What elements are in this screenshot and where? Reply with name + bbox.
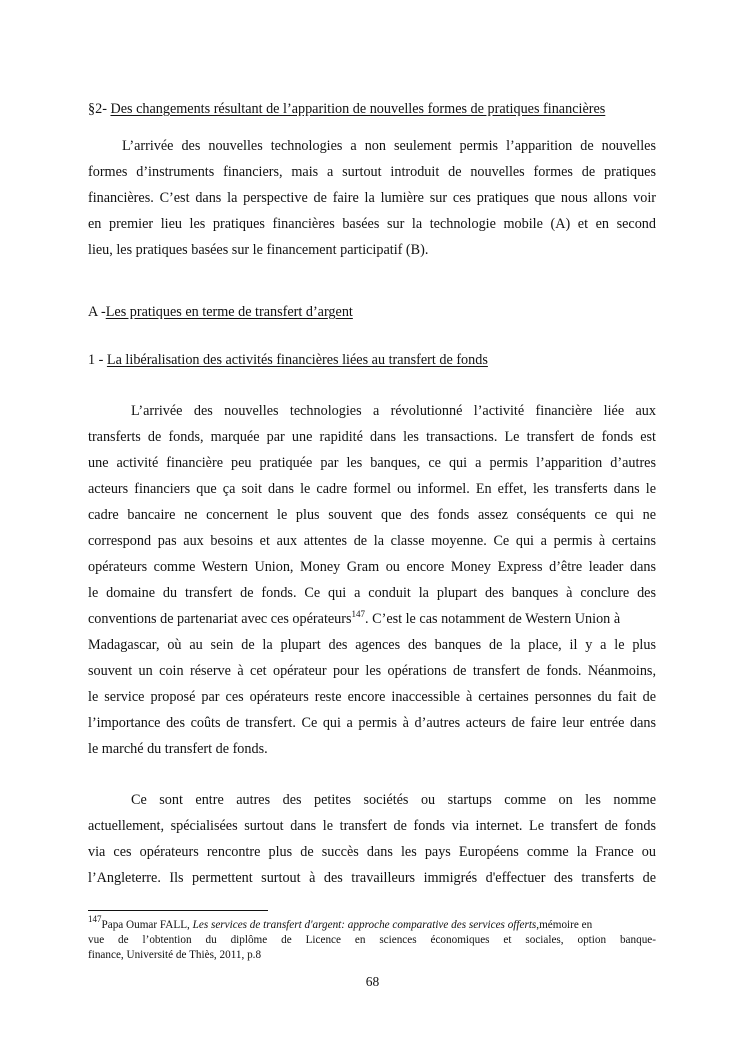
subsection-1-heading: 1 - La libéralisation des activités financières liées au transfert de fonds: [88, 352, 488, 368]
paragraph-line: via ces opérateurs rencontre plus de succès dans les pays Européens comme la France ou: [88, 844, 656, 860]
footnote-line: $^{147}$Papa Oumar FALL, Les services de transfert d'argent: approche comparative des services offerts,mémoire en: [88, 914, 593, 931]
footnote-line: vue de l’obtention du diplôme de Licence en sciences économiques et sociales, option banque-: [88, 934, 656, 946]
footnote-reference: 147: [351, 609, 366, 619]
paragraph-line: opérateurs comme Western Union, Money Gram ou encore Money Express d’être leader dans: [88, 559, 656, 575]
footnote-number: 147: [88, 914, 102, 924]
paragraph-line: L’arrivée des nouvelles technologies a révolutionné l’activité financière liée aux: [131, 403, 656, 419]
section-heading-title: Des changements résultant de l’apparition de nouvelles formes de pratiques financières: [110, 101, 606, 117]
paragraph-line: une activité financière peu pratiquée par les banques, ce qui a permis l’apparition d’autres: [88, 455, 656, 471]
subsection-a-heading: A -Les pratiques en terme de transfert d’argent: [88, 304, 353, 320]
paragraph-line: Madagascar, où au sein de la plupart des agences des banques de la place, il y a le plus: [88, 637, 656, 653]
paragraph-line: formes d’instruments financiers, mais a surtout introduit de nouvelles formes de pratiques: [88, 164, 656, 180]
paragraph-line: le domaine du transfert de fonds. Ce qui a conduit la plupart des banques à conclure des: [88, 585, 656, 601]
paragraph-line: correspond pas aux besoins et aux attentes de la classe moyenne. Ce qui a permis à certains: [88, 533, 656, 549]
paragraph-line: acteurs financiers que ça soit dans le cadre formel ou informel. En effet, les transferts dans le: [88, 481, 656, 497]
subsection-1-title: La libéralisation des activités financières liées au transfert de fonds: [106, 352, 488, 368]
paragraph-line: Ce sont entre autres des petites sociétés ou startups comme on les nomme: [131, 792, 656, 808]
section-heading: §2- Des changements résultant de l’apparition de nouvelles formes de pratiques financières: [88, 101, 606, 117]
footnote-line: finance, Université de Thiès, 2011, p.8: [88, 949, 262, 961]
paragraph-line: l’importance des coûts de transfert. Ce qui a permis à d’autres acteurs de faire leur entrée dans: [88, 715, 656, 731]
paragraph-line: actuellement, spécialisées surtout dans le transfert de fonds via internet. Le transfert de fonds: [88, 818, 656, 834]
page-number: 68: [365, 974, 380, 989]
paragraph-line: le marché du transfert de fonds.: [88, 741, 268, 757]
paragraph-line-with-note: conventions de partenariat avec ces opérateurs$^{147}$. C’est le cas notamment de Western Union à: [88, 609, 621, 627]
paragraph-line: en premier lieu les pratiques financières basées sur la technologie mobile (A) et en second: [88, 216, 656, 232]
paragraph-line: cadre bancaire ne concernent le plus souvent que des fonds assez conséquents ce qui ne: [88, 507, 656, 523]
paragraph-line: souvent un coin réserve à cet opérateur pour les opérations de transfert de fonds. Néanmoins,: [88, 663, 656, 679]
footnote-separator: [88, 910, 268, 911]
subsection-a-title: Les pratiques en terme de transfert d’argent: [105, 304, 353, 320]
paragraph-line: financières. C’est dans la perspective de faire la lumière sur ces pratiques que nous allons voir: [88, 190, 656, 206]
paragraph-line: lieu, les pratiques basées sur le financement participatif (B).: [88, 242, 429, 258]
paragraph-line: le service proposé par ces opérateurs reste encore inaccessible à certaines personnes du fait de: [88, 689, 656, 705]
footnote-cited-title: Les services de transfert d'argent: approche comparative des services offerts: [192, 919, 537, 931]
paragraph-line: transferts de fonds, marquée par une rapidité dans les transactions. Le transfert de fonds est: [88, 429, 656, 445]
paragraph-line: l’Angleterre. Ils permettent surtout à des travailleurs immigrés d'effectuer des transferts de: [88, 870, 656, 886]
paragraph-line: L’arrivée des nouvelles technologies a non seulement permis l’apparition de nouvelles: [122, 138, 656, 154]
